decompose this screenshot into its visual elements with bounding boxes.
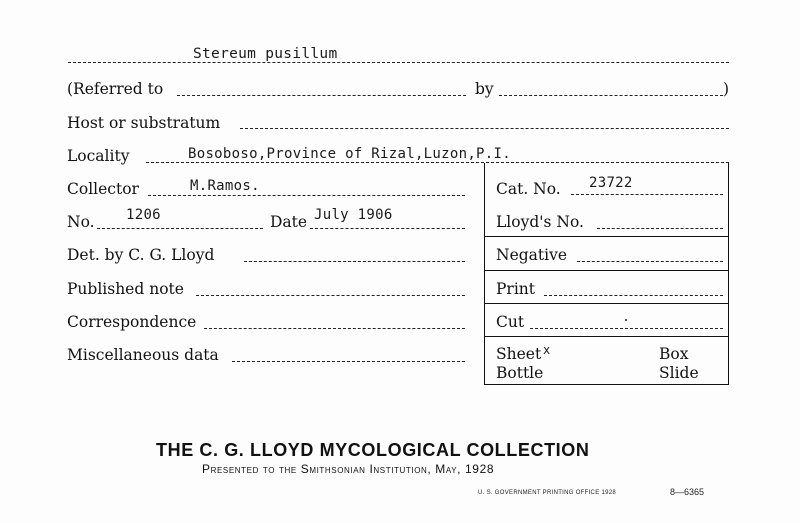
- no-value: 1206: [126, 207, 161, 223]
- host-line: [240, 128, 729, 129]
- collection-subtitle: Presented to the Smithsonian Institution, May, 1928: [202, 462, 495, 476]
- correspondence-label: Correspondence: [67, 313, 197, 331]
- right-box-right-border: [728, 163, 729, 385]
- date-line: [310, 228, 465, 229]
- right-box-left-border: [484, 163, 485, 385]
- print-line: [544, 295, 723, 296]
- det-line: [244, 261, 465, 262]
- species-name: Stereum pusillum: [193, 46, 338, 62]
- print-rule: [484, 303, 729, 304]
- cut-line: [530, 328, 723, 329]
- cut-label: Cut: [496, 313, 525, 331]
- lloyds-no-line: [597, 228, 723, 229]
- correspondence-line: [204, 328, 465, 329]
- negative-label: Negative: [496, 246, 568, 264]
- lloyds-no-label: Lloyd's No.: [496, 213, 584, 231]
- box-label: Box: [659, 345, 689, 363]
- sheet-mark: x: [543, 343, 551, 357]
- no-label: No.: [67, 213, 95, 231]
- form-number: 8—6365: [670, 487, 705, 497]
- sheet-label: Sheet: [496, 345, 542, 363]
- published-note-line: [196, 295, 465, 296]
- lloyds-no-rule: [484, 236, 729, 237]
- close-paren: ): [723, 80, 730, 98]
- cut-ink-speck: [625, 319, 627, 321]
- locality-value: Bosoboso,Province of Rizal,Luzon,P.I.: [188, 146, 511, 162]
- no-line: [97, 228, 263, 229]
- referred-to-label: (Referred to: [67, 80, 164, 98]
- right-box-bottom-border: [484, 384, 729, 385]
- date-value: July 1906: [314, 207, 393, 223]
- species-line: [68, 62, 729, 63]
- cat-no-label: Cat. No.: [496, 180, 561, 198]
- print-label: Print: [496, 280, 536, 298]
- locality-line: [146, 162, 729, 163]
- misc-data-line: [232, 361, 465, 362]
- collector-value: M.Ramos.: [190, 178, 260, 194]
- collector-label: Collector: [67, 180, 139, 198]
- date-label: Date: [270, 213, 308, 231]
- misc-data-label: Miscellaneous data: [67, 346, 219, 364]
- cat-no-line: [571, 194, 723, 195]
- slide-label: Slide: [659, 364, 699, 382]
- by-line: [499, 95, 723, 96]
- cut-rule: [484, 336, 729, 337]
- bottle-label: Bottle: [496, 364, 544, 382]
- negative-line: [577, 261, 723, 262]
- referred-to-line: [177, 95, 466, 96]
- det-label: Det. by C. G. Lloyd: [67, 246, 215, 264]
- negative-rule: [484, 270, 729, 271]
- cat-no-value: 23722: [589, 175, 633, 191]
- host-label: Host or substratum: [67, 114, 221, 132]
- collection-title: THE C. G. LLOYD MYCOLOGICAL COLLECTION: [156, 440, 590, 460]
- locality-label: Locality: [67, 147, 130, 165]
- published-note-label: Published note: [67, 280, 184, 298]
- printer-imprint: U. S. GOVERNMENT PRINTING OFFICE 1928: [478, 490, 617, 496]
- by-label: by: [475, 80, 494, 98]
- collector-line: [148, 195, 465, 196]
